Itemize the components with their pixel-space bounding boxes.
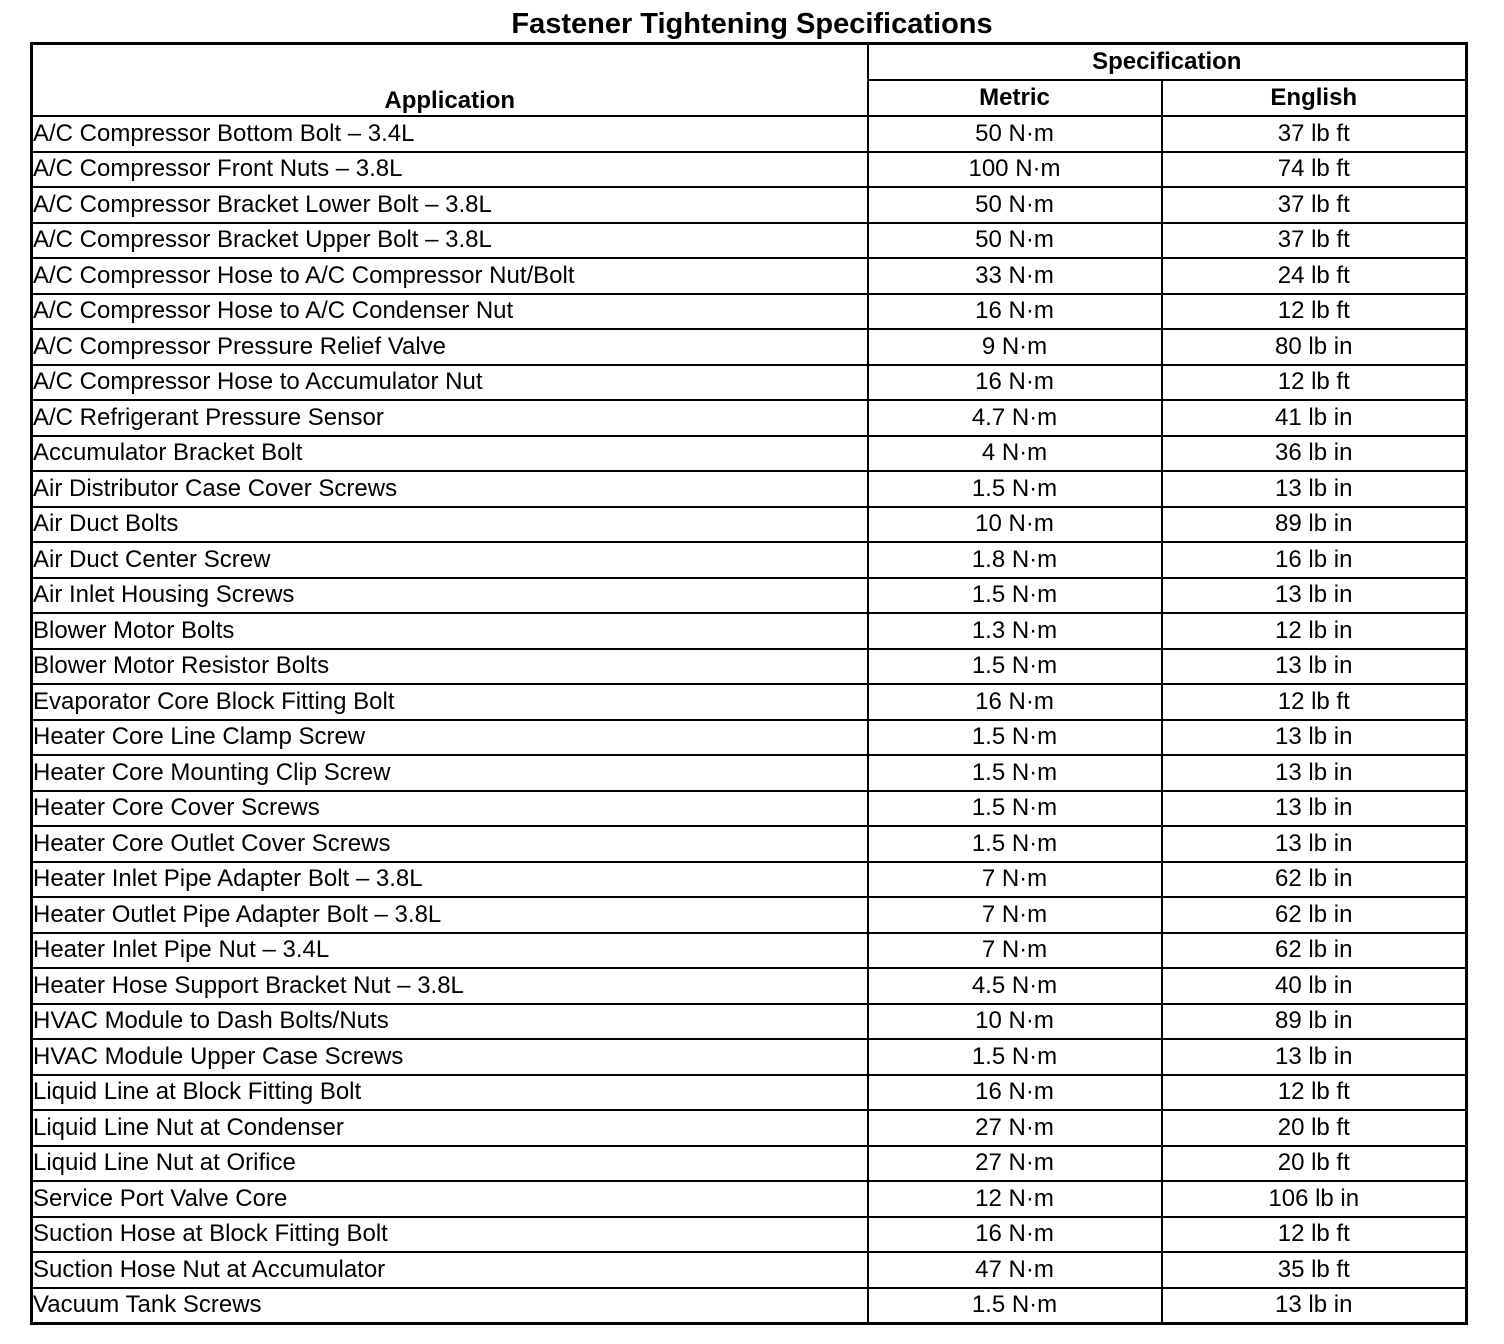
cell-english: 13 lb in (1162, 720, 1467, 756)
cell-application: A/C Compressor Hose to A/C Condenser Nut (32, 294, 868, 330)
table-row (32, 1181, 1467, 1217)
cell-english: 12 lb ft (1162, 684, 1467, 720)
table-row (32, 1039, 1467, 1075)
cell-metric: 1.5 N·m (868, 649, 1162, 685)
table-row (32, 1252, 1467, 1288)
header-row-top (32, 44, 1467, 81)
cell-metric: 33 N·m (868, 258, 1162, 294)
cell-application: Heater Core Line Clamp Screw (32, 720, 868, 756)
cell-application: Evaporator Core Block Fitting Bolt (32, 684, 868, 720)
cell-application: A/C Compressor Pressure Relief Valve (32, 329, 868, 365)
table-body (32, 116, 1467, 1324)
cell-english: 16 lb in (1162, 542, 1467, 578)
cell-english: 13 lb in (1162, 578, 1467, 614)
cell-application: A/C Compressor Front Nuts – 3.8L (32, 152, 868, 188)
cell-english: 12 lb ft (1162, 294, 1467, 330)
cell-application: Suction Hose Nut at Accumulator (32, 1252, 868, 1288)
column-header-specification: Specification (868, 44, 1467, 81)
cell-application: Air Duct Center Screw (32, 542, 868, 578)
cell-english: 36 lb in (1162, 436, 1467, 472)
table-row (32, 578, 1467, 614)
cell-application: Blower Motor Bolts (32, 613, 868, 649)
table-row (32, 1110, 1467, 1146)
fastener-spec-table (30, 42, 1468, 1325)
table-row (32, 826, 1467, 862)
cell-metric: 100 N·m (868, 152, 1162, 188)
cell-metric: 10 N·m (868, 507, 1162, 543)
cell-application: Heater Core Cover Screws (32, 791, 868, 827)
cell-english: 24 lb ft (1162, 258, 1467, 294)
cell-english: 20 lb ft (1162, 1146, 1467, 1182)
cell-application: HVAC Module to Dash Bolts/Nuts (32, 1004, 868, 1040)
table-row (32, 329, 1467, 365)
cell-application: Service Port Valve Core (32, 1181, 868, 1217)
cell-application: Air Distributor Case Cover Screws (32, 471, 868, 507)
cell-english: 62 lb in (1162, 933, 1467, 969)
cell-metric: 50 N·m (868, 187, 1162, 223)
cell-application: A/C Compressor Hose to A/C Compressor Nut/Bolt (32, 258, 868, 294)
cell-application: A/C Compressor Hose to Accumulator Nut (32, 365, 868, 401)
cell-english: 106 lb in (1162, 1181, 1467, 1217)
table-row (32, 684, 1467, 720)
page-title: Fastener Tightening Specifications (511, 8, 993, 40)
table-row (32, 187, 1467, 223)
cell-english: 13 lb in (1162, 791, 1467, 827)
table-row (32, 791, 1467, 827)
cell-application: Heater Core Outlet Cover Screws (32, 826, 868, 862)
cell-english: 12 lb in (1162, 613, 1467, 649)
cell-english: 13 lb in (1162, 755, 1467, 791)
cell-metric: 1.5 N·m (868, 791, 1162, 827)
cell-application: A/C Refrigerant Pressure Sensor (32, 400, 868, 436)
cell-metric: 16 N·m (868, 1217, 1162, 1253)
cell-metric: 1.5 N·m (868, 578, 1162, 614)
cell-english: 13 lb in (1162, 471, 1467, 507)
cell-metric: 7 N·m (868, 933, 1162, 969)
table-header (32, 44, 1467, 117)
table-row (32, 365, 1467, 401)
cell-application: Blower Motor Resistor Bolts (32, 649, 868, 685)
cell-english: 37 lb ft (1162, 223, 1467, 259)
table-row (32, 649, 1467, 685)
cell-application: Heater Hose Support Bracket Nut – 3.8L (32, 968, 868, 1004)
table-row (32, 400, 1467, 436)
cell-metric: 16 N·m (868, 365, 1162, 401)
cell-english: 13 lb in (1162, 1039, 1467, 1075)
cell-metric: 7 N·m (868, 862, 1162, 898)
table-row (32, 613, 1467, 649)
cell-english: 62 lb in (1162, 862, 1467, 898)
cell-application: Heater Outlet Pipe Adapter Bolt – 3.8L (32, 897, 868, 933)
cell-metric: 1.5 N·m (868, 826, 1162, 862)
cell-metric: 27 N·m (868, 1110, 1162, 1146)
cell-english: 20 lb ft (1162, 1110, 1467, 1146)
table-row (32, 862, 1467, 898)
cell-english: 80 lb in (1162, 329, 1467, 365)
table-row (32, 1217, 1467, 1253)
table-row (32, 542, 1467, 578)
column-header-metric: Metric (868, 80, 1162, 116)
cell-english: 41 lb in (1162, 400, 1467, 436)
table-row (32, 755, 1467, 791)
cell-metric: 12 N·m (868, 1181, 1162, 1217)
cell-english: 13 lb in (1162, 826, 1467, 862)
cell-application: Liquid Line Nut at Condenser (32, 1110, 868, 1146)
table-row (32, 223, 1467, 259)
cell-english: 74 lb ft (1162, 152, 1467, 188)
cell-english: 13 lb in (1162, 1288, 1467, 1324)
cell-application: Suction Hose at Block Fitting Bolt (32, 1217, 868, 1253)
cell-application: Air Inlet Housing Screws (32, 578, 868, 614)
table-row (32, 933, 1467, 969)
cell-metric: 1.5 N·m (868, 471, 1162, 507)
cell-application: A/C Compressor Bracket Lower Bolt – 3.8L (32, 187, 868, 223)
cell-application: A/C Compressor Bracket Upper Bolt – 3.8L (32, 223, 868, 259)
cell-metric: 7 N·m (868, 897, 1162, 933)
cell-metric: 1.8 N·m (868, 542, 1162, 578)
cell-english: 62 lb in (1162, 897, 1467, 933)
cell-application: Vacuum Tank Screws (32, 1288, 868, 1324)
cell-metric: 9 N·m (868, 329, 1162, 365)
table-row (32, 1288, 1467, 1324)
table-row (32, 258, 1467, 294)
table-row (32, 1075, 1467, 1111)
table-row (32, 471, 1467, 507)
cell-metric: 47 N·m (868, 1252, 1162, 1288)
cell-metric: 4.7 N·m (868, 400, 1162, 436)
table-row (32, 720, 1467, 756)
table-row (32, 294, 1467, 330)
cell-metric: 1.5 N·m (868, 1039, 1162, 1075)
cell-application: Heater Inlet Pipe Nut – 3.4L (32, 933, 868, 969)
column-header-english: English (1162, 80, 1467, 116)
cell-english: 40 lb in (1162, 968, 1467, 1004)
cell-metric: 4 N·m (868, 436, 1162, 472)
cell-metric: 10 N·m (868, 1004, 1162, 1040)
cell-metric: 1.5 N·m (868, 720, 1162, 756)
cell-metric: 1.5 N·m (868, 1288, 1162, 1324)
cell-metric: 27 N·m (868, 1146, 1162, 1182)
cell-metric: 50 N·m (868, 116, 1162, 152)
cell-application: Heater Inlet Pipe Adapter Bolt – 3.8L (32, 862, 868, 898)
cell-metric: 16 N·m (868, 684, 1162, 720)
table-row (32, 968, 1467, 1004)
table-row (32, 1004, 1467, 1040)
cell-application: Liquid Line at Block Fitting Bolt (32, 1075, 868, 1111)
cell-application: Air Duct Bolts (32, 507, 868, 543)
cell-application: Accumulator Bracket Bolt (32, 436, 868, 472)
cell-application: Heater Core Mounting Clip Screw (32, 755, 868, 791)
column-header-application: Application (32, 44, 868, 117)
table-row (32, 436, 1467, 472)
cell-english: 37 lb ft (1162, 187, 1467, 223)
cell-application: HVAC Module Upper Case Screws (32, 1039, 868, 1075)
cell-application: Liquid Line Nut at Orifice (32, 1146, 868, 1182)
cell-metric: 1.5 N·m (868, 755, 1162, 791)
cell-english: 12 lb ft (1162, 365, 1467, 401)
cell-english: 12 lb ft (1162, 1217, 1467, 1253)
cell-metric: 50 N·m (868, 223, 1162, 259)
cell-metric: 16 N·m (868, 294, 1162, 330)
table-row (32, 152, 1467, 188)
cell-english: 13 lb in (1162, 649, 1467, 685)
cell-application: A/C Compressor Bottom Bolt – 3.4L (32, 116, 868, 152)
cell-metric: 4.5 N·m (868, 968, 1162, 1004)
cell-english: 37 lb ft (1162, 116, 1467, 152)
table-row (32, 897, 1467, 933)
cell-english: 35 lb ft (1162, 1252, 1467, 1288)
table-row (32, 116, 1467, 152)
table-row (32, 1146, 1467, 1182)
cell-english: 12 lb ft (1162, 1075, 1467, 1111)
table-row (32, 507, 1467, 543)
cell-english: 89 lb in (1162, 1004, 1467, 1040)
cell-metric: 1.3 N·m (868, 613, 1162, 649)
cell-english: 89 lb in (1162, 507, 1467, 543)
cell-metric: 16 N·m (868, 1075, 1162, 1111)
